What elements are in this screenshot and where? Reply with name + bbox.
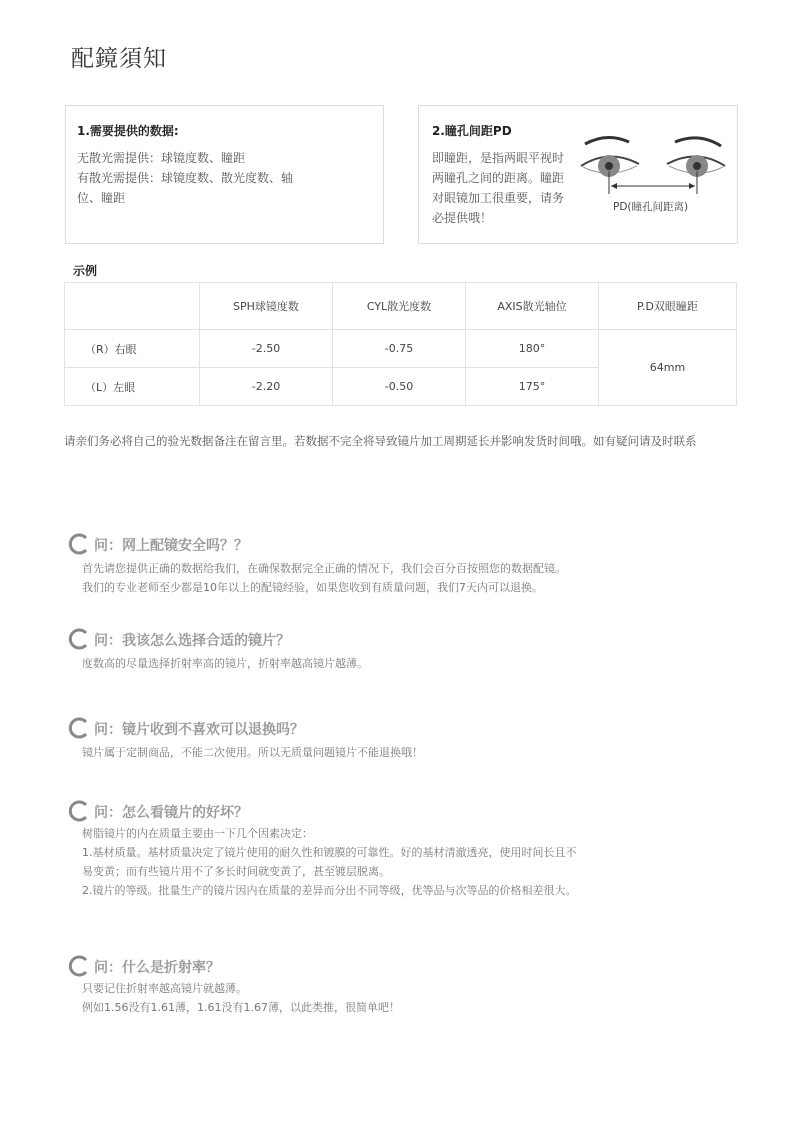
table-header-cell: P.D双眼瞳距	[599, 283, 737, 330]
faq-question	[68, 717, 423, 739]
table-header-row	[65, 283, 737, 330]
pupil-left	[605, 162, 613, 170]
table-cell-eye: （R）右眼	[65, 330, 200, 368]
table-cell: -2.50	[200, 330, 333, 368]
faq-answer-line: 我们的专业老师至少都是10年以上的配镜经验，如果您收到有质量问题，我们7天内可以退换。	[82, 581, 543, 594]
table-header-cell	[65, 283, 200, 330]
faq-item	[68, 800, 577, 900]
faq-question-text: 问：网上配镜安全吗？？	[94, 538, 248, 554]
faq-answer	[82, 559, 566, 597]
faq-answer-line: 只要记住折射率越高镜片就越薄。	[82, 982, 247, 995]
required-data-line: 位、瞳距	[77, 191, 126, 205]
faq-answer-line: 例如1.56没有1.61薄，1.61没有1.67薄，以此类推，很简单吧！	[82, 1001, 400, 1014]
faq-answer-line: 镜片属于定制商品，不能二次使用。所以无质量问题镜片不能退换哦！	[82, 746, 423, 759]
faq-item	[68, 628, 368, 673]
faq-answer	[82, 654, 368, 673]
table-cell: 180°	[466, 330, 599, 368]
faq-item	[68, 533, 566, 597]
table-header-cell: AXIS散光轴位	[466, 283, 599, 330]
faq-question-text: 问：镜片收到不喜欢可以退换吗？	[94, 722, 304, 738]
faq-answer	[82, 743, 423, 762]
faq-question-text: 问：我该怎么选择合适的镜片？	[94, 633, 290, 649]
faq-answer	[82, 824, 577, 900]
faq-answer-line: 首先请您提供正确的数据给我们，在确保数据完全正确的情况下，我们会百分百按照您的数据配镜。	[82, 562, 566, 575]
table-header-cell: CYL散光度数	[333, 283, 466, 330]
prescription-example-table	[64, 282, 737, 406]
faq-answer-line: 树脂镜片的内在质量主要由一下几个因素决定：	[82, 827, 313, 840]
question-icon	[68, 800, 92, 822]
faq-question	[68, 628, 368, 650]
faq-answer	[82, 979, 400, 1017]
eyebrow-right	[675, 138, 721, 146]
pd-info-line: 必提供哦！	[432, 211, 493, 225]
eyebrow-left	[585, 137, 629, 144]
page-title: 配鏡須知	[71, 46, 167, 72]
table-cell: -0.50	[333, 368, 466, 406]
faq-answer-line: 度数高的尽量选择折射率高的镜片，折射率越高镜片越薄。	[82, 657, 368, 670]
notice-text: 请亲们务必将自己的验光数据备注在留言里。若数据不完全将导致镜片加工周期延长并影响发货时间哦。如有疑问请及时联系	[64, 434, 697, 448]
faq-question-text: 问：怎么看镜片的好坏？	[94, 805, 248, 821]
faq-question	[68, 955, 400, 977]
faq-answer-line: 易变黄；而有些镜片用不了多长时间就变黄了，甚至镀层脱离。	[82, 865, 390, 878]
pd-diagram-label: PD(瞳孔间距离)	[613, 201, 689, 213]
question-icon	[68, 955, 92, 977]
pd-info-line: 对眼镜加工很重要，请务	[432, 191, 565, 205]
table-cell: 175°	[466, 368, 599, 406]
faq-question	[68, 533, 566, 555]
table-cell: -2.20	[200, 368, 333, 406]
faq-answer-line: 2.镜片的等级。批量生产的镜片因内在质量的差异而分出不同等级，优等品与次等品的价格相差很大。	[82, 884, 577, 897]
required-data-box	[65, 105, 384, 244]
table-header-cell: SPH球镜度数	[200, 283, 333, 330]
example-label: 示例	[73, 264, 98, 278]
table-cell-eye: （L）左眼	[65, 368, 200, 406]
required-data-line: 无散光需提供：球镜度数、瞳距	[77, 151, 246, 165]
pd-info-line: 即瞳距，是指两眼平视时	[432, 151, 565, 165]
pd-info-line: 两瞳孔之间的距离。瞳距	[432, 171, 565, 185]
required-data-line: 有散光需提供：球镜度数、散光度数、轴	[77, 171, 294, 185]
faq-answer-line: 1.基材质量。基材质量决定了镜片使用的耐久性和镀膜的可靠性。好的基材清澈透亮，使用时间长且不	[82, 846, 577, 859]
table-cell: -0.75	[333, 330, 466, 368]
pd-info-box	[418, 105, 738, 244]
faq-question-text: 问：什么是折射率？	[94, 960, 220, 976]
question-icon	[68, 717, 92, 739]
required-data-heading: 1.需要提供的数据:	[77, 124, 179, 138]
faq-item	[68, 717, 423, 762]
pd-info-heading: 2.瞳孔间距PD	[432, 124, 512, 138]
faq-item	[68, 955, 400, 1017]
table-row	[65, 330, 737, 368]
pupil-right	[693, 162, 701, 170]
pd-eyes-diagram	[577, 134, 727, 224]
question-icon	[68, 533, 92, 555]
faq-question	[68, 800, 577, 822]
question-icon	[68, 628, 92, 650]
arrow-left-icon	[611, 183, 617, 189]
required-data-text	[77, 148, 317, 208]
arrow-right-icon	[689, 183, 695, 189]
table-cell-pd: 64mm	[599, 330, 737, 406]
pd-info-text	[432, 148, 572, 228]
